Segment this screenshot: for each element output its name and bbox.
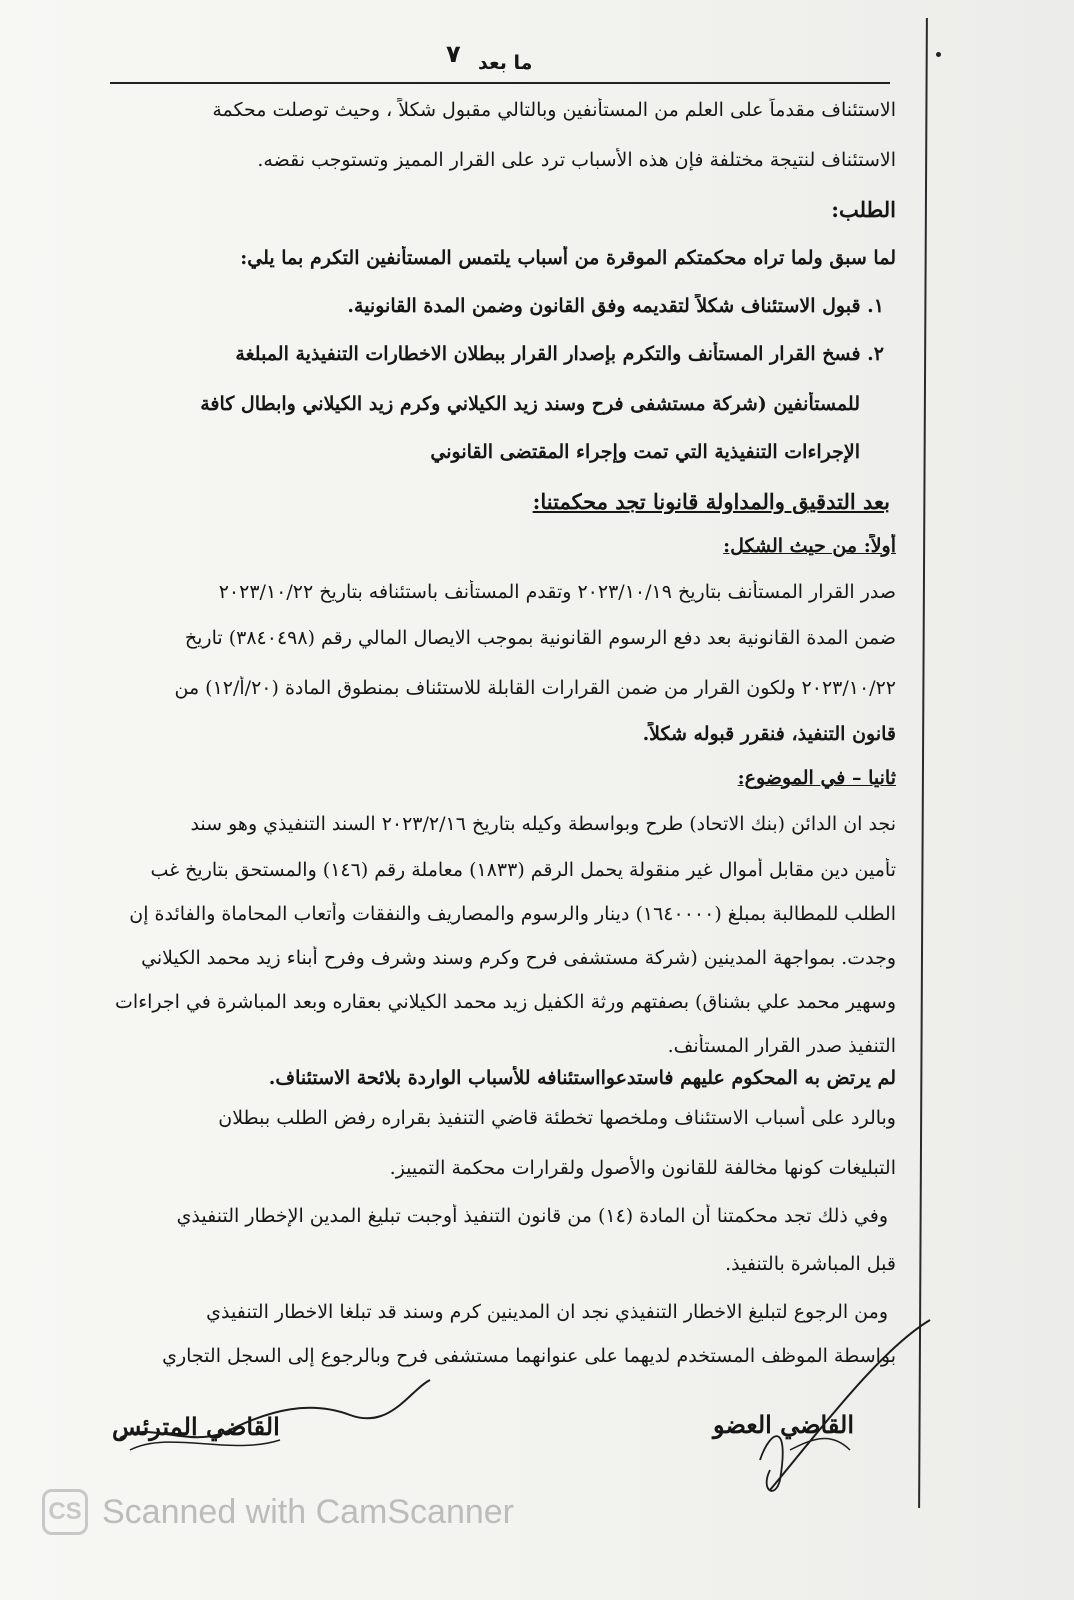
body-line: نجد ان الدائن (بنك الاتحاد) طرح وبواسطة وكيله بتاريخ ٢٠٢٣/٢/١٦ السند التنفيذي وهو سند [190, 813, 896, 835]
body-line: لم يرتض به المحكوم عليهم فاستدعوااستئنافه للأسباب الواردة بلائحة الاستئناف. [268, 1067, 896, 1089]
member-judge-label: القاضي العضو [713, 1410, 854, 1439]
camscanner-watermark [42, 1488, 514, 1536]
member-judge-signature [700, 1310, 960, 1510]
body-line: الطلب للمطالبة بمبلغ (١٦٤٠٠٠٠) دينار والرسوم والمصاريف والنفقات وأتعاب المحاماة والفائدة إن [129, 903, 896, 925]
body-line: ضمن المدة القانونية بعد دفع الرسوم القانونية بموجب الايصال المالي رقم (٣٨٤٠٤٩٨) تاريخ [184, 627, 896, 649]
body-line: وجدت. بمواجهة المدينين (شركة مستشفى فرح وكرم وسند وشرف وفرح أبناء زيد محمد الكيلاني [141, 947, 896, 969]
body-line: وفي ذلك تجد محكمتنا أن المادة (١٤) من قانون التنفيذ أوجبت تبليغ المدين الإخطار التنفيذي [176, 1205, 888, 1227]
header-rule [110, 82, 890, 84]
body-line: صدر القرار المستأنف بتاريخ ٢٠٢٣/١٠/١٩ وتقدم المستأنف باستئنافه بتاريخ ٢٠٢٣/١٠/٢٢ [218, 581, 896, 603]
body-line: تأمين دين مقابل أموال غير منقولة يحمل الرقم (١٨٣٣) معاملة رقم (١٤٦) والمستحق بتاريخ غب [150, 859, 896, 881]
body-line: التنفيذ صدر القرار المستأنف. [667, 1035, 896, 1057]
presiding-judge-label: القاضي المترئس [112, 1412, 280, 1441]
continued-label: ما بعد [478, 52, 533, 74]
request-item-2-cont: الإجراءات التنفيذية التي تمت وإجراء المقتضى القانوني [430, 441, 860, 463]
page-number: ٧ [446, 40, 461, 68]
request-item-2: ٢. فسخ القرار المستأنف والتكرم بإصدار القرار ببطلان الاخطارات التنفيذية المبلغة [235, 343, 884, 365]
camscanner-logo-icon: CS [42, 1489, 88, 1535]
body-line: ومن الرجوع لتبليغ الاخطار التنفيذي نجد ان المدينين كرم وسند قد تبلغا الاخطار التنفيذي [206, 1301, 888, 1323]
request-item-2-cont: للمستأنفين (شركة مستشفى فرح وسند زيد الكيلاني وكرم زيد الكيلاني وابطال كافة [200, 393, 860, 415]
body-line: ٢٠٢٣/١٠/٢٢ ولكون القرار من ضمن القرارات القابلة للاستئناف بمنطوق المادة (٢٠/أ/١٢) من [174, 677, 896, 699]
page-header [110, 40, 890, 84]
body-line: قانون التنفيذ، فنقرر قبوله شكلاً. [642, 723, 896, 745]
body-line: وسهير محمد علي بشناق) بصفتهم ورثة الكفيل زيد محمد الكيلاني بعقاره وبعد المباشرة في اجراءات [115, 991, 896, 1013]
body-line: التبليغات كونها مخالفة للقانون والأصول ولقرارات محكمة التمييز. [389, 1157, 896, 1179]
section-heading-request: الطلب: [831, 198, 896, 222]
body-line: الاستئناف مقدماً على العلم من المستأنفين وبالتالي مقبول شكلاً ، وحيث توصلت محكمة [212, 99, 896, 121]
presiding-judge-signature [110, 1360, 440, 1460]
body-line: وبالرد على أسباب الاستئناف وملخصها تخطئة قاضي التنفيذ بقراره رفض الطلب ببطلان [218, 1107, 896, 1129]
section-heading-subject: ثانيا – في الموضوع: [737, 767, 896, 789]
body-line: لما سبق ولما تراه محكمتكم الموقرة من أسباب يلتمس المستأنفين التكرم بما يلي: [240, 247, 896, 269]
watermark-text: Scanned with CamScanner [102, 1492, 515, 1531]
body-line: بواسطة الموظف المستخدم لديهما على عنوانهما مستشفى فرح وبالرجوع إلى السجل التجاري [162, 1345, 896, 1367]
signature-block [0, 1400, 1074, 1490]
margin-dot [936, 52, 941, 57]
body-line: الاستئناف لنتيجة مختلفة فإن هذه الأسباب ترد على القرار المميز وتستوجب نقضه. [257, 149, 896, 171]
margin-rule [918, 18, 928, 1508]
section-heading-form: أولاً: من حيث الشكل: [723, 535, 896, 557]
section-heading-deliberation: بعد التدقيق والمداولة قانونا تجد محكمتنا: [532, 490, 890, 514]
body-line: قبل المباشرة بالتنفيذ. [725, 1253, 896, 1275]
request-item-1: ١. قبول الاستئناف شكلاً لتقديمه وفق القانون وضمن المدة القانونية. [347, 295, 884, 317]
